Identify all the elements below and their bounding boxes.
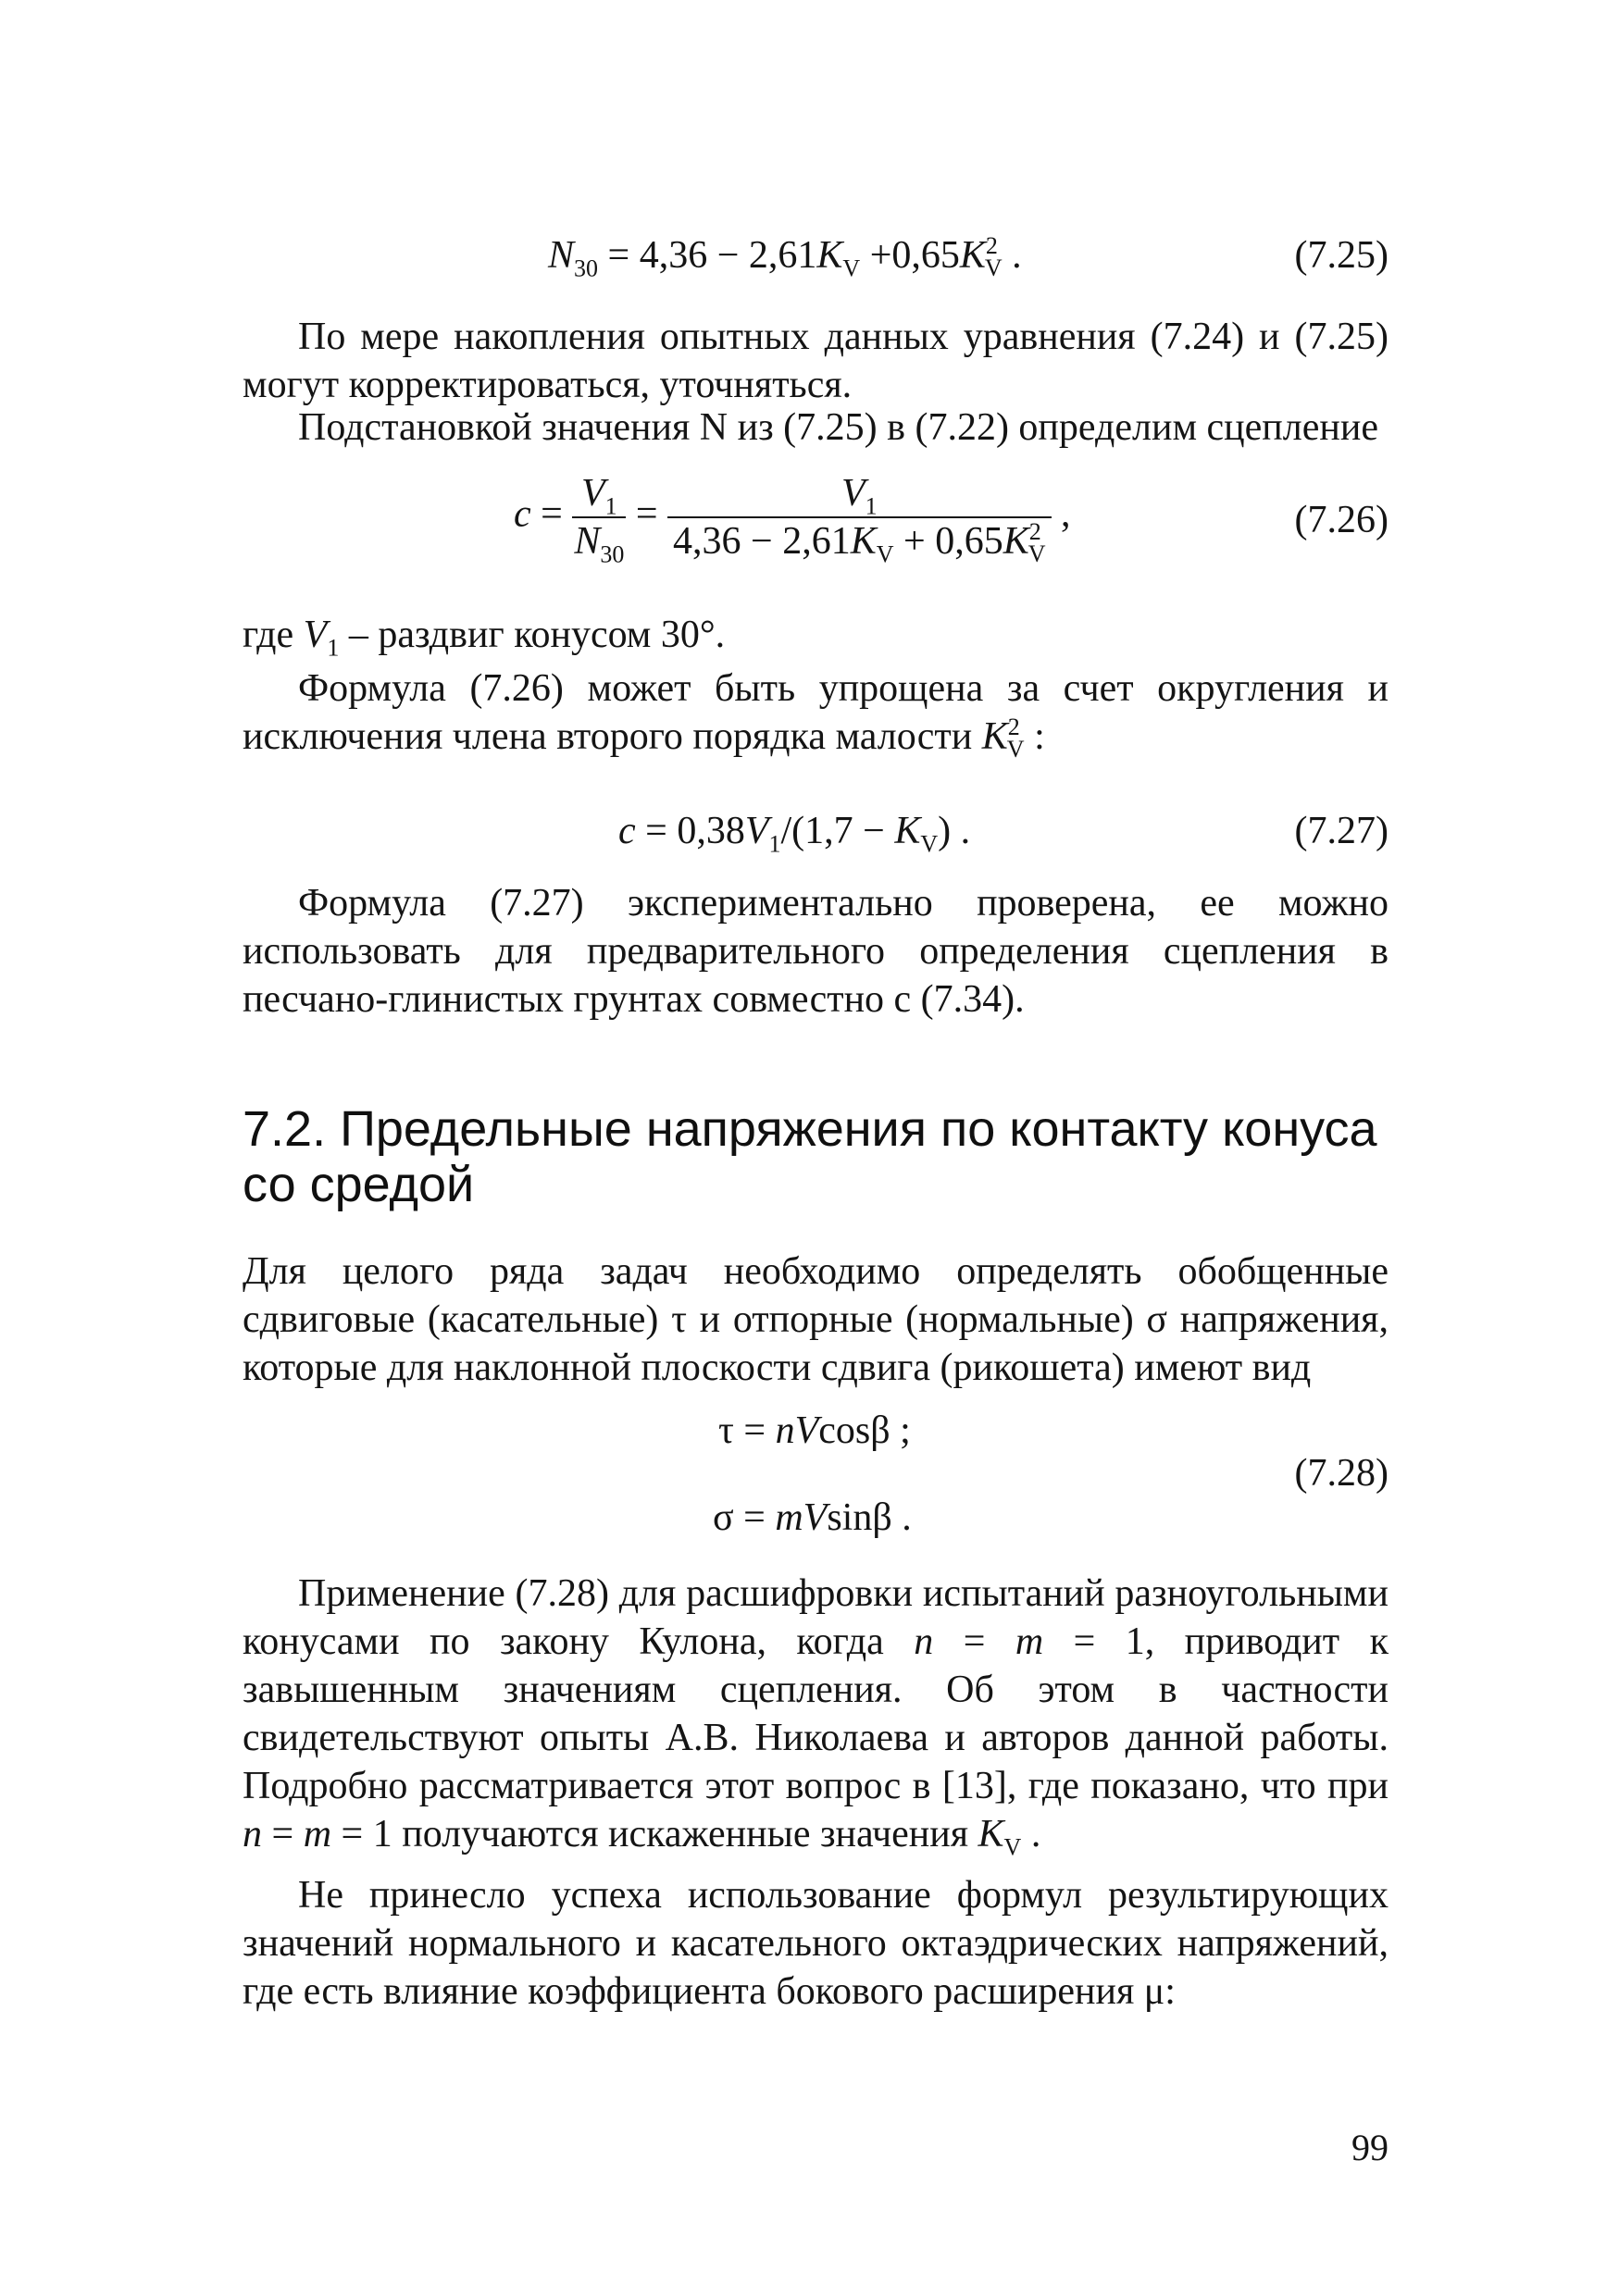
eq-var: V <box>794 1409 819 1452</box>
eq-var: V <box>841 472 866 515</box>
eq-var: K <box>850 520 877 563</box>
eq-text: τ <box>718 1409 734 1452</box>
eq-text: 2,61 <box>748 234 817 277</box>
eq-text: = <box>598 234 640 277</box>
fraction-denominator <box>572 518 626 568</box>
inline-var: n <box>243 1813 262 1855</box>
inline-subscript: V <box>1003 1833 1022 1861</box>
paragraph-4-text: Формула (7.26) может быть упрощена за счет округления и исключения члена второго порядка малости <box>243 667 1389 758</box>
eq-text: = <box>626 492 668 536</box>
eq-text: . <box>1002 234 1022 277</box>
inline-var: K <box>981 715 1008 758</box>
eq-superscript: 2 <box>1028 518 1041 545</box>
equation-7-25 <box>548 231 1022 282</box>
inline-subscript: 1 <box>327 634 340 662</box>
eq-superscript: 2 <box>985 232 998 259</box>
paragraph-7-text: . <box>1021 1813 1041 1855</box>
eq-text: = 0,38 <box>635 810 745 852</box>
eq-var: N <box>548 234 575 277</box>
eq-text: 4,36 <box>639 234 708 277</box>
paragraph-7-text: = <box>262 1813 304 1855</box>
paragraph-6: Для целого ряда задач необходимо определять обобщенные сдвиговые (касательные) τ и отпорные (нормальные) σ напряжения, которые для наклонной плоскости сдвига (рикошета) имеют вид <box>243 1250 1389 1389</box>
eq-var: K <box>894 810 921 852</box>
paragraph-3-text: – раздвиг конусом 30°. <box>339 614 726 656</box>
paragraph-5: Формула (7.27) экспериментально проверена, ее можно использовать для предварительного определения сцепления в песчано-глинистых грунтах совместно с (7.34). <box>243 882 1389 1021</box>
eq-text: /(1,7 − <box>780 810 895 852</box>
eq-subscript: V <box>842 254 861 282</box>
paragraph-7-text: Применение (7.28) для расшифровки испытаний разноугольными конусами по закону Кулона, когда <box>243 1572 1389 1663</box>
eq-subscript: 30 <box>574 254 599 282</box>
eq-subscript: 1 <box>604 492 617 520</box>
paragraph-4 <box>243 664 1389 761</box>
eq-subscript: 1 <box>865 492 878 520</box>
page-number: 99 <box>1351 2127 1389 2168</box>
inline-var: K <box>978 1813 1004 1855</box>
inline-superscript: 2 <box>1007 714 1020 740</box>
eq-var: N <box>574 520 601 563</box>
equation-7-28-line-2 <box>713 1494 912 1542</box>
eq-var: K <box>959 234 986 277</box>
fraction-v1-n30 <box>572 472 626 568</box>
eq-text: cosβ ; <box>818 1409 911 1452</box>
fraction-denominator <box>667 518 1051 568</box>
inline-var: n <box>914 1620 934 1663</box>
fraction-v1-expression <box>667 472 1051 568</box>
eq-var: V <box>744 810 769 852</box>
eq-subscript: 1 <box>768 830 781 858</box>
eq-var: m <box>775 1496 803 1539</box>
paragraph-4-text: : <box>1024 715 1045 758</box>
inline-var: V <box>303 614 328 656</box>
paragraph-7-text: = 1, приводит к завышенным значениям сцепления. Об этом в частности свидетельствуют опыты А.В. Николаева и авторов данной работы. Подробно рассматривается этот вопрос в [13], где показано, что при <box>243 1620 1389 1807</box>
paragraph-7-text: = 1 получаются искаженные значения <box>331 1813 978 1855</box>
paragraph-3-text: где <box>243 614 304 656</box>
eq-var: n <box>775 1409 795 1452</box>
fraction-numerator <box>667 472 1051 518</box>
eq-text: + <box>860 234 892 277</box>
eq-text: = <box>733 1409 776 1452</box>
eq-subscript: V <box>1027 540 1046 568</box>
equation-number-7-28: (7.28) <box>1294 1452 1389 1495</box>
eq-text: − <box>707 234 749 277</box>
eq-var: c <box>618 810 636 852</box>
eq-subscript: V <box>920 830 939 858</box>
eq-text: ) . <box>938 810 971 852</box>
eq-text: 4,36 − 2,61 <box>673 520 851 563</box>
paragraph-7-text: = <box>933 1620 1015 1663</box>
equation-number-7-27: (7.27) <box>1294 810 1389 852</box>
eq-subscript: V <box>984 254 1003 282</box>
equation-number-7-25: (7.25) <box>1294 234 1389 277</box>
paragraph-7 <box>243 1570 1389 1861</box>
paragraph-3 <box>243 611 1389 662</box>
eq-text: 0,65 <box>891 234 960 277</box>
equation-7-27 <box>618 807 971 858</box>
eq-text: = <box>530 492 573 536</box>
inline-var: m <box>1015 1620 1044 1663</box>
paragraph-8: Не принесло успеха использование формул результирующих значений нормального и касательного октаэдрических напряжений, где есть влияние коэффициента бокового расширения μ: <box>243 1874 1389 2013</box>
paragraph-1: По мере накопления опытных данных уравнения (7.24) и (7.25) могут корректироваться, уточняться. <box>243 316 1389 406</box>
eq-subscript: V <box>876 540 894 568</box>
inline-subscript: V <box>1006 736 1025 763</box>
section-heading: 7.2. Предельные напряжения по контакту конуса со средой <box>243 1101 1377 1212</box>
eq-var: c <box>514 492 531 536</box>
equation-7-26 <box>514 472 1071 568</box>
inline-var: m <box>303 1813 332 1855</box>
eq-var: V <box>803 1496 828 1539</box>
equation-7-28-line-1 <box>718 1407 911 1455</box>
eq-var: K <box>816 234 843 277</box>
eq-text: , <box>1051 492 1071 536</box>
eq-text: σ <box>713 1496 734 1539</box>
eq-text: = <box>733 1496 776 1539</box>
paragraph-2 <box>243 403 1389 452</box>
eq-subscript: 30 <box>600 540 625 568</box>
eq-text: sinβ . <box>827 1496 912 1539</box>
eq-text: + 0,65 <box>893 520 1003 563</box>
equation-number-7-26: (7.26) <box>1294 499 1389 541</box>
paragraph-2-text: Подстановкой значения N из (7.25) в (7.22) определим сцепление <box>298 406 1378 449</box>
eq-var: V <box>581 472 605 515</box>
eq-var: K <box>1003 520 1029 563</box>
fraction-numerator <box>572 472 626 518</box>
